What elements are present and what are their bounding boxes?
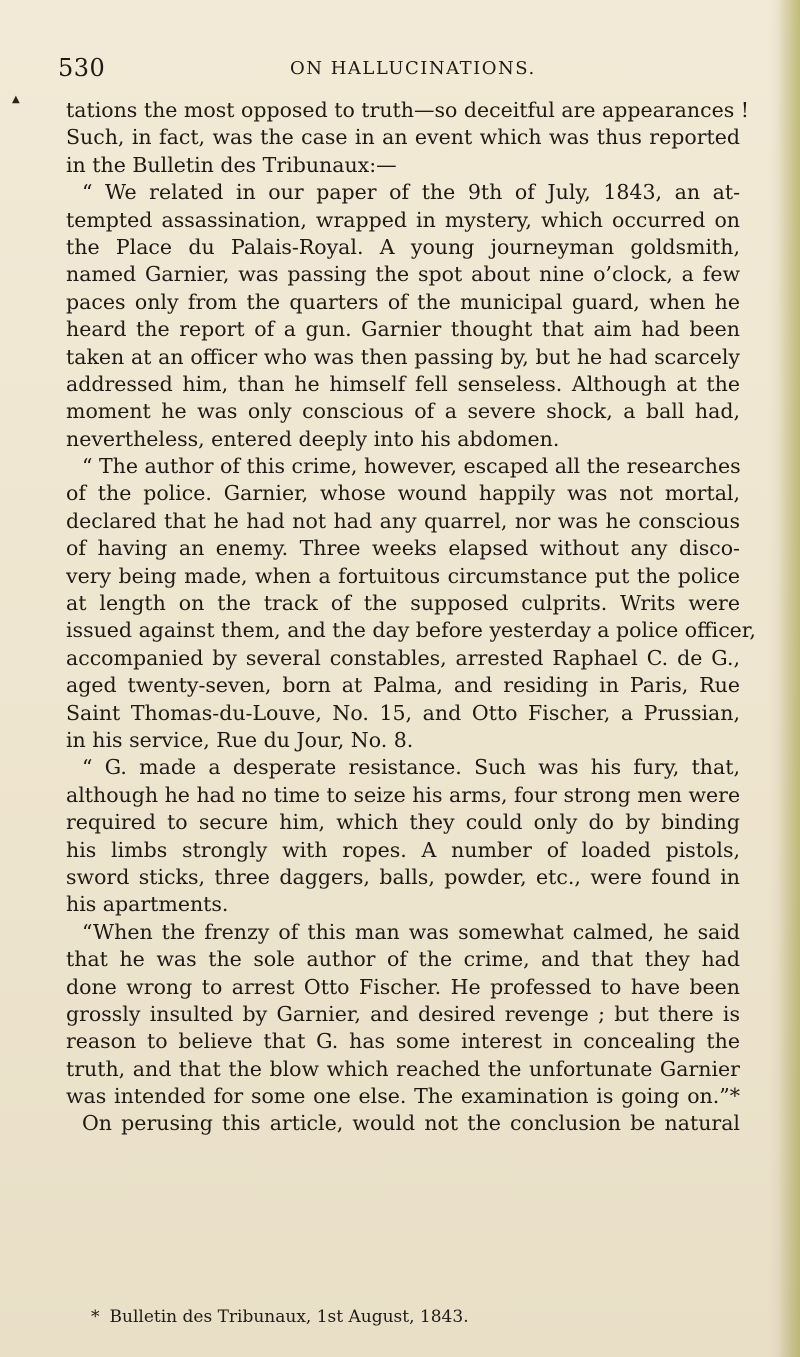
- text-line: “ The author of this crime, however, escaped all the researches: [82, 454, 741, 479]
- body-text: [66, 97, 756, 1138]
- text-line: declared that he had not had any quarrel, nor was he conscious: [66, 508, 740, 533]
- text-line: named Garnier, was passing the spot about nine o’clock, a few: [66, 262, 740, 287]
- text-line: in the Bulletin des Tribunaux:—: [66, 152, 397, 177]
- text-line: taken at an officer who was then passing by, but he had scarcely: [66, 344, 740, 369]
- text-line: “ We related in our paper of the 9th of July, 1843, an at-: [82, 180, 740, 205]
- text-line: reason to believe that G. has some interest in concealing the: [66, 1029, 740, 1054]
- text-line: sword sticks, three daggers, balls, powder, etc., were found in: [66, 864, 740, 889]
- text-line: paces only from the quarters of the municipal guard, when he: [66, 289, 740, 314]
- text-line: his apartments.: [66, 892, 229, 917]
- margin-mark: ▲: [12, 94, 20, 105]
- text-line: at length on the track of the supposed culprits. Writs were: [66, 591, 740, 616]
- text-line: moment he was only conscious of a severe shock, a ball had,: [66, 399, 740, 424]
- text-line: “When the frenzy of this man was somewhat calmed, he said: [82, 919, 740, 944]
- text-line: “ G. made a desperate resistance. Such was his fury, that,: [82, 755, 740, 780]
- text-line: accompanied by several constables, arrested Raphael C. de G.,: [66, 645, 740, 670]
- footnote: [91, 1305, 711, 1329]
- text-line: On perusing this article, would not the conclusion be natural: [82, 1111, 740, 1136]
- page-edge-shadow: [778, 0, 800, 1357]
- text-line: tations the most opposed to truth—so deceitful are appearances !: [66, 98, 749, 122]
- text-line: aged twenty-seven, born at Palma, and residing in Paris, Rue: [66, 673, 740, 698]
- text-line: issued against them, and the day before yesterday a police officer,: [66, 618, 756, 643]
- page-number: 530: [58, 54, 106, 82]
- text-line: required to secure him, which they could only do by binding: [66, 810, 740, 835]
- text-line: the Place du Palais-Royal. A young journeyman goldsmith,: [66, 234, 740, 259]
- text-line: although he had no time to seize his arms, four strong men were: [66, 782, 741, 807]
- text-line: of the police. Garnier, whose wound happily was not mortal,: [66, 481, 740, 506]
- text-line: tempted assassination, wrapped in mystery, which occurred on: [66, 207, 740, 232]
- text-line: addressed him, than he himself fell senseless. Although at the: [66, 371, 740, 396]
- text-line: truth, and that the blow which reached the unfortunate Garnier: [66, 1056, 740, 1081]
- text-line: grossly insulted by Garnier, and desired revenge ; but there is: [66, 1001, 740, 1026]
- text-line: that he was the sole author of the crime, and that they had: [66, 947, 740, 972]
- page-header: [58, 54, 718, 84]
- text-line: in his service, Rue du Jour, No. 8.: [66, 727, 414, 752]
- text-line: very being made, when a fortuitous circumstance put the police: [66, 563, 740, 588]
- text-line: Saint Thomas-du-Louve, No. 15, and Otto Fischer, a Prussian,: [66, 700, 740, 725]
- text-line: heard the report of a gun. Garnier thought that aim had been: [66, 317, 740, 342]
- text-line: his limbs strongly with ropes. A number of loaded pistols,: [66, 837, 740, 862]
- text-line: was intended for some one else. The examination is going on.”*: [66, 1084, 740, 1109]
- text-line: nevertheless, entered deeply into his abdomen.: [66, 426, 560, 451]
- running-head: ON HALLUCINATIONS.: [290, 58, 536, 79]
- text-line: of having an enemy. Three weeks elapsed without any disco-: [66, 536, 740, 561]
- footnote-mark: *: [91, 1307, 100, 1327]
- text-line: done wrong to arrest Otto Fischer. He professed to have been: [66, 974, 740, 999]
- footnote-text: Bulletin des Tribunaux, 1st August, 1843.: [109, 1307, 469, 1327]
- text-line: Such, in fact, was the case in an event which was thus reported: [66, 125, 740, 150]
